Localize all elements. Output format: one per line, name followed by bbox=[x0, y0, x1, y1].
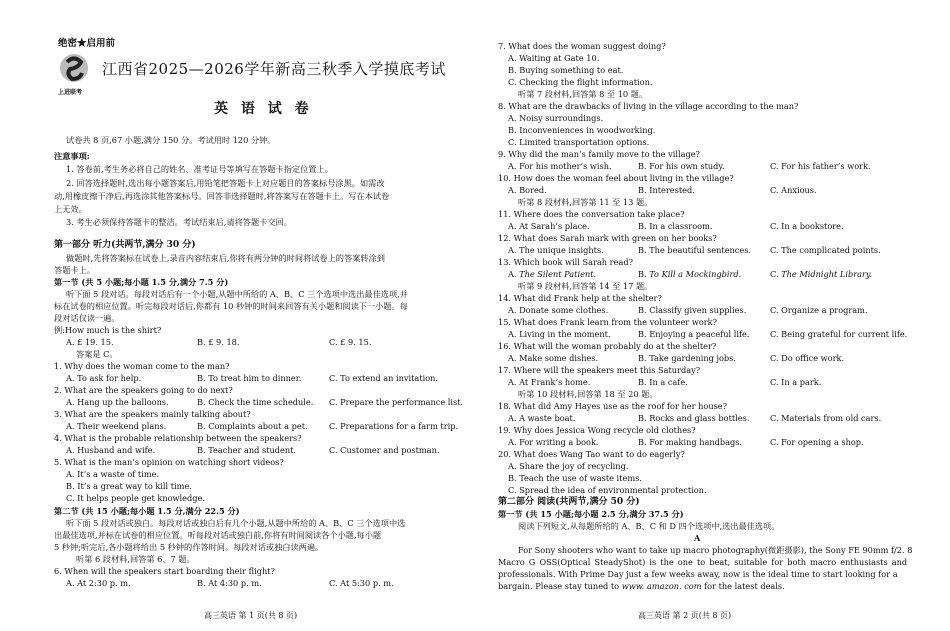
option: A. £ 19. 15. bbox=[66, 337, 114, 347]
option: C. It helps people get knowledge. bbox=[66, 493, 205, 503]
section2-intro: 听下面 5 段对话或独白。每段对话或独白后有几个小题,从题中所给的 A、B、C 三个选项中选 bbox=[66, 518, 406, 528]
option: B. Teach the use of waste items. bbox=[508, 473, 642, 483]
question: 19. Why does Jessica Wong recycle old clothes? bbox=[498, 425, 696, 435]
option: B. Buying something to eat. bbox=[508, 65, 624, 75]
part2-heading: 第二部分 阅读(共两节,满分 50 分) bbox=[498, 497, 640, 507]
page-footer: 高三英语 第 2 页(共 8 页) bbox=[638, 611, 732, 620]
option-letter: C. bbox=[770, 269, 782, 279]
question: 7. What does the woman suggest doing? bbox=[498, 41, 666, 51]
option: C. At 5:30 p. m. bbox=[329, 578, 394, 588]
section2-intro: 出最佳选项,并标在试卷的相应位置。听每段对话或独白前,你将有时间阅读各个小题,每小题 bbox=[54, 530, 382, 540]
section2-heading: 第二节 (共 15 小题;每小题 1.5 分,满分 22.5 分) bbox=[54, 506, 240, 516]
book-title: The Midnight Library. bbox=[781, 269, 873, 279]
option: B. Complaints about a pet. bbox=[197, 421, 308, 431]
option: C. Organize a program. bbox=[770, 305, 868, 315]
material-note: 听第 7 段材料,回答第 8 至 10 题。 bbox=[518, 89, 648, 99]
option: A. For writing a book. bbox=[508, 437, 599, 447]
note-line: 1. 答卷前,考生务必将自己的姓名、准考证号等填写在答题卡指定位置上。 bbox=[66, 164, 333, 174]
question: 11. Where does the conversation take place? bbox=[498, 209, 685, 219]
option: B. Interested. bbox=[638, 185, 695, 195]
option: C. Do office work. bbox=[770, 353, 845, 363]
option: B. Inconveniences in woodworking. bbox=[508, 125, 656, 135]
page-footer: 高三英语 第 1 页(共 8 页) bbox=[204, 611, 298, 620]
option-letter: B. bbox=[638, 269, 650, 279]
passage-text: bargain. Please stay tuned to bbox=[498, 581, 622, 591]
option: A. Bored. bbox=[508, 185, 547, 195]
section1-intro: 段对话仅读一遍。 bbox=[54, 313, 120, 323]
note-line: 上无效。 bbox=[54, 204, 87, 214]
option: B. Check the time schedule. bbox=[197, 397, 314, 407]
option: B. Classify given supplies. bbox=[638, 305, 747, 315]
option: B. £ 9. 18. bbox=[197, 337, 240, 347]
option: A. Hang up the balloons. bbox=[66, 397, 169, 407]
question: 12. What does Sarah mark with green on her books? bbox=[498, 233, 717, 243]
option: C. Limited transportation options. bbox=[508, 137, 650, 147]
material-note: 听第 6 段材料,回答第 6、7 题。 bbox=[76, 554, 195, 564]
logo-mark-icon bbox=[58, 52, 90, 86]
option: C. The complicated points. bbox=[770, 245, 881, 255]
notes-heading: 注意事项: bbox=[54, 151, 90, 161]
exam-info: 试卷共 8 页,67 小题,满分 150 分。考试用时 120 分钟。 bbox=[66, 135, 276, 145]
passage-line: Macro G OSS(Optical SteadyShot) is the one to beat, suitable for both macro enthusiasts and bbox=[498, 557, 908, 567]
option: A. Share the joy of recycling. bbox=[508, 461, 629, 471]
question: 14. What did Frank help at the shelter? bbox=[498, 293, 662, 303]
option: A. Husband and wife. bbox=[66, 445, 156, 455]
secret-label: 绝密★启用前 bbox=[58, 38, 116, 49]
part1-heading: 第一部分 听力(共两节,满分 30 分) bbox=[54, 240, 196, 250]
material-note: 听第 8 段材料,回答第 11 至 13 题。 bbox=[518, 197, 653, 207]
subject-title: 英 语 试 卷 bbox=[214, 101, 313, 117]
option bbox=[770, 268, 872, 280]
option: A. Donate some clothes. bbox=[508, 305, 609, 315]
passage-line: For Sony shooters who want to take up macro photography(微距摄影), the Sony FE 90mm f/2. 8 bbox=[518, 545, 913, 555]
option: B. Rocks and glass bottles. bbox=[638, 413, 750, 423]
option: A. Make some dishes. bbox=[508, 353, 599, 363]
material-note: 听第 10 段材料,回答第 18 至 20 题。 bbox=[518, 389, 658, 399]
option: C. In a bookstore. bbox=[770, 221, 844, 231]
passage-label: A bbox=[694, 533, 701, 543]
section1-intro: 标在试卷的相应位置。听完每段对话后,你都有 10 秒钟的时间来回答有关小题和阅读下一小题。每 bbox=[54, 301, 408, 311]
page-2 bbox=[498, 0, 913, 631]
example-question: 例:How much is the shirt? bbox=[54, 325, 162, 335]
question: 4. What is the probable relationship between the speakers? bbox=[54, 433, 302, 443]
section1-heading: 第一节 (共 5 小题;每小题 1.5 分,满分 7.5 分) bbox=[54, 277, 229, 287]
part2-section1-intro: 阅读下列短文,从每题所给的 A、B、C 和 D 四个选项中,选出最佳选项。 bbox=[518, 521, 780, 531]
option: B. In a cafe. bbox=[638, 377, 688, 387]
option: C. In a park. bbox=[770, 377, 822, 387]
option: A. Their weekend plans. bbox=[66, 421, 167, 431]
material-note: 听第 9 段材料,回答第 14 至 17 题。 bbox=[518, 281, 653, 291]
option: A. Living in the moment. bbox=[508, 329, 611, 339]
option: C. Materials from old cars. bbox=[770, 413, 882, 423]
question: 9. Why did the man’s family move to the village? bbox=[498, 149, 700, 159]
option: A. The unique insights. bbox=[508, 245, 604, 255]
question: 6. When will the speakers start boarding their flight? bbox=[54, 566, 275, 576]
option: A. A waste boat. bbox=[508, 413, 576, 423]
option: B. For making handbags. bbox=[638, 437, 743, 447]
example-answer: 答案是 C。 bbox=[76, 349, 118, 359]
note-line: 动,用橡皮擦干净后,再选涂其他答案标号。回答非选择题时,将答案写在答题卡上。写在本试卷 bbox=[54, 191, 390, 201]
option: C. For opening a shop. bbox=[770, 437, 864, 447]
option: B. Enjoying a peaceful life. bbox=[638, 329, 750, 339]
option bbox=[638, 268, 741, 280]
section1-intro: 听下面 5 段对话。每段对话后有一个小题,从题中所给的 A、B、C 三个选项中选出最佳选项,并 bbox=[66, 289, 408, 299]
option: A. Noisy surroundings. bbox=[508, 113, 604, 123]
option: A. At 2:30 p. m. bbox=[66, 578, 131, 588]
question: 18. What did Amy Hayes use as the roof for her house? bbox=[498, 401, 728, 411]
question: 2. What are the speakers going to do next? bbox=[54, 385, 233, 395]
question: 16. What will the woman probably do at the shelter? bbox=[498, 341, 717, 351]
question: 5. What is the man’s opinion on watching short videos? bbox=[54, 457, 284, 467]
question: 15. What does Frank learn from the volunteer work? bbox=[498, 317, 718, 327]
option: B. To treat him to dinner. bbox=[197, 373, 302, 383]
passage-url: www. amazon. com bbox=[621, 581, 702, 591]
exam-title: 江西省2025—2026学年新高三秋季入学摸底考试 bbox=[102, 60, 446, 78]
question: 10. How does the woman feel about living in the village? bbox=[498, 173, 734, 183]
question: 3. What are the speakers mainly talking about? bbox=[54, 409, 251, 419]
option: A. It’s a waste of time. bbox=[66, 469, 160, 479]
option: C. Spread the idea of environmental protection. bbox=[508, 485, 707, 495]
part1-intro: 做题时,先将答案标在试卷上,录音内容结束后,你将有两分钟的时间将试卷上的答案转涂到 bbox=[66, 253, 385, 263]
question: 8. What are the drawbacks of living in the village according to the man? bbox=[498, 101, 799, 111]
question: 13. Which book will Sarah read? bbox=[498, 257, 633, 267]
part2-section1-heading: 第一节 (共 15 小题;每小题 2.5 分,满分 37.5 分) bbox=[498, 509, 684, 519]
option: B. It’s a great way to kill time. bbox=[66, 481, 192, 491]
option: C. Customer and postman. bbox=[329, 445, 440, 455]
part1-intro: 答题卡上。 bbox=[54, 265, 95, 275]
option: B. Take gardening jobs. bbox=[638, 353, 736, 363]
question: 20. What does Wang Tao want to do eagerly? bbox=[498, 449, 685, 459]
passage-line: professionals. With Prime Day just a few weeks away, now is the ideal time to start looking for a bbox=[498, 569, 898, 579]
option-letter: A. bbox=[508, 269, 520, 279]
option: A. At Frank’s home. bbox=[508, 377, 591, 387]
note-line: 3. 考生必须保持答题卡的整洁。考试结束后,请将答题卡交回。 bbox=[66, 217, 292, 227]
question: 1. Why does the woman come to the man? bbox=[54, 361, 230, 371]
question: 17. Where will the speakers meet this Saturday? bbox=[498, 365, 701, 375]
logo-text: 上进联考 bbox=[58, 89, 83, 96]
option: C. Checking the flight information. bbox=[508, 77, 653, 87]
note-line: 2. 回答选择题时,选出每小题答案后,用铅笔把答题卡上对应题目的答案标号涂黑。如需改 bbox=[66, 178, 385, 188]
option: C. £ 9. 15. bbox=[329, 337, 372, 347]
book-title: The Silent Patient. bbox=[519, 269, 597, 279]
option bbox=[508, 268, 596, 280]
option: C. For his father’s work. bbox=[770, 161, 871, 171]
option: C. Prepare the performance list. bbox=[329, 397, 464, 407]
passage-text: for the latest deals. bbox=[701, 581, 785, 591]
book-title: To Kill a Mockingbird. bbox=[649, 269, 742, 279]
option: B. Teacher and student. bbox=[197, 445, 297, 455]
page-1 bbox=[54, 0, 494, 631]
option: B. At 4:30 p. m. bbox=[197, 578, 262, 588]
option: B. In a classroom. bbox=[638, 221, 713, 231]
option: A. At Sarah’s place. bbox=[508, 221, 590, 231]
option: C. Being grateful for current life. bbox=[770, 329, 908, 339]
option: C. To extend an invitation. bbox=[329, 373, 439, 383]
passage-line bbox=[498, 580, 785, 592]
option: A. To ask for help. bbox=[66, 373, 142, 383]
section2-intro: 5 秒钟;听完后,各小题将给出 5 秒钟的作答时间。每段对话或独白读两遍。 bbox=[54, 542, 324, 552]
option: C. Preparations for a farm trip. bbox=[329, 421, 459, 431]
option: A. For his mother’s wish. bbox=[508, 161, 612, 171]
option: B. The beautiful sentences. bbox=[638, 245, 752, 255]
option: A. Waiting at Gate 10. bbox=[508, 53, 600, 63]
option: B. For his own study. bbox=[638, 161, 725, 171]
exam-logo bbox=[58, 52, 90, 94]
option: C. Anxious. bbox=[770, 185, 817, 195]
